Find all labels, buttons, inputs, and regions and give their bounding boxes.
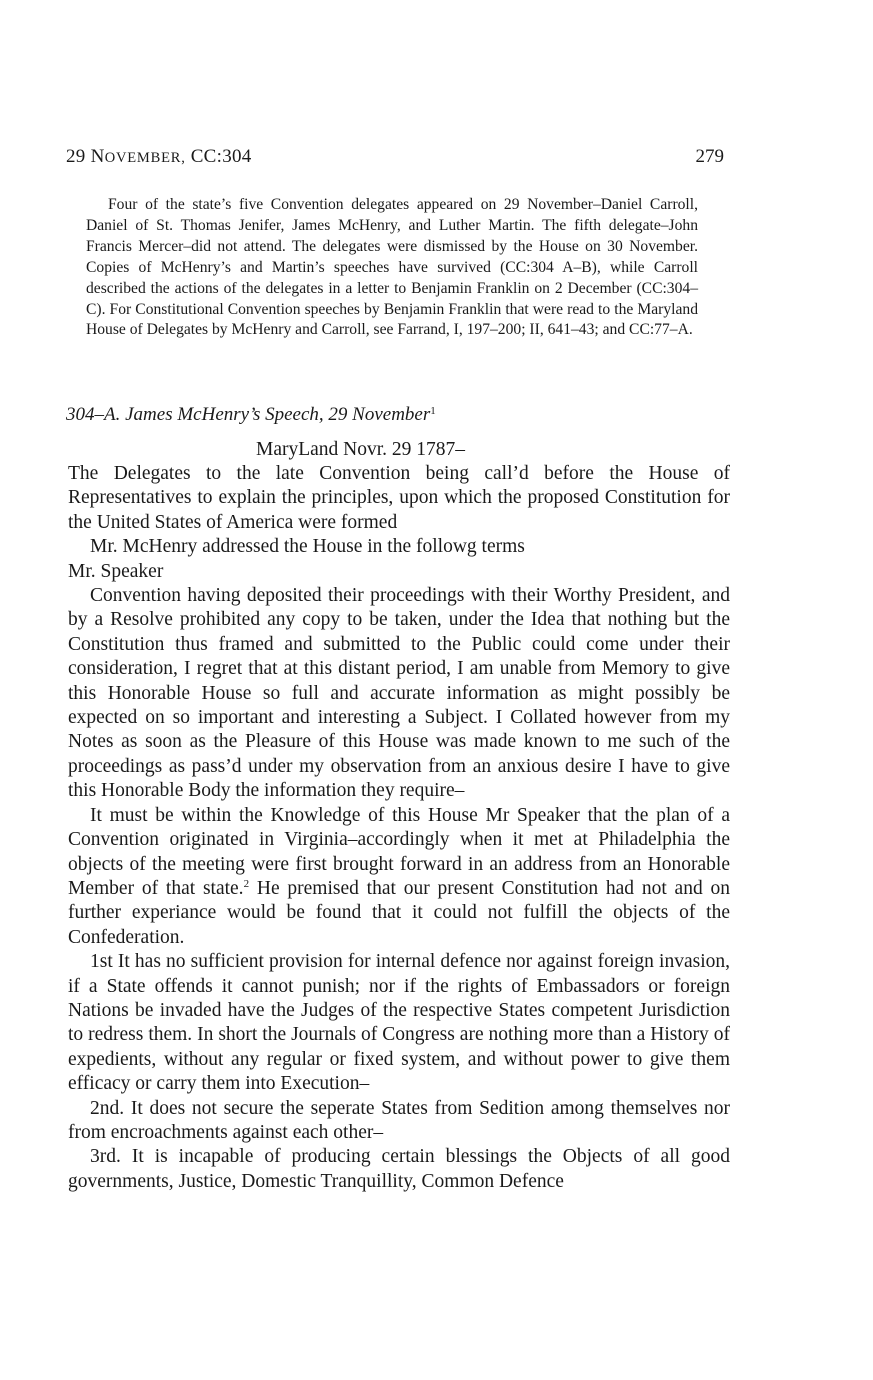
headnote: Four of the state’s five Convention delegates appeared on 29 November–Daniel Carroll, Daniel of St. Thomas Jenifer, James McHenry, and Luther Martin. The fifth delegate–John Francis Mercer–did not attend. The delegates were dismissed by the House on 30 November. Copies of McHenry’s and Martin’s speeches have survived (CC:304 A–B), while Carroll described the actions of the delegates in a letter to Benjamin Franklin on 2 December (CC:304–C). For Constitutional Convention speeches by Benjamin Franklin that were read to the Maryland House of Delegates by McHenry and Carroll, see Farrand, I, 197–200; II, 641–43; and CC:77–A.	[86, 196, 698, 339]
paragraph-4: 2nd. It does not secure the seperate States from Sedition among themselves nor from encroachments against each other–	[68, 1097, 730, 1143]
document-heading	[66, 404, 726, 426]
dateline: MaryLand Novr. 29 1787–	[256, 439, 466, 460]
page-number: 279	[695, 146, 724, 167]
address-line: Mr. McHenry addressed the House in the followg terms	[90, 536, 525, 558]
paragraph-3: 1st It has no sufficient provision for internal defence nor against foreign invasion, if a State offends it cannot punish; nor if the rights of Embassadors or foreign Nations be invaded have the Judges of the respective States competent Jurisdiction to redress them. In short the Journals of Congress are nothing more than a History of expedients, without any regular or fixed system, and without power to give them efficacy or carry them into Execution–	[68, 951, 730, 1095]
paragraph-2-end: He premised that our present Constitution had not and on further experiance would be found that it could not fulfill the objects of the Confederation.	[68, 877, 730, 948]
paragraph-1: Convention having deposited their proceedings with their Worthy President, and by a Resolve prohibited any copy to be taken, under the Idea that nothing but the Constitution thus framed and submitted to the Public could come under their consideration, I regret that at this distant period, I am unable from Memory to give this Honorable House so full and accurate information as might possibly be expected on so important and interesting a Subject. I Collated however from my Notes as soon as the Pleasure of this House was made known to me such of the proceedings as pass’d under my observation from an anxious desire I have to give this Honorable Body the information they require–	[68, 585, 730, 802]
document-number: 304–A.	[66, 404, 121, 425]
running-head-month-rest: OVEMBER,	[104, 150, 186, 166]
document-title: James McHenry’s Speech, 29 November	[125, 404, 431, 425]
footnote-ref-2: 2	[243, 877, 250, 890]
running-head-doc-ref: CC:304	[190, 146, 252, 167]
running-head-date	[66, 146, 252, 168]
salutation: Mr. Speaker	[68, 560, 164, 582]
speech-body	[68, 462, 730, 1194]
running-head-day: 29	[66, 146, 86, 167]
footnote-ref-1: 1	[430, 405, 436, 417]
paragraph-5: 3rd. It is incapable of producing certain blessings the Objects of all good governments, Justice, Domestic Tranquillity, Common Defence	[68, 1146, 730, 1192]
paragraph-2	[68, 804, 730, 950]
running-head-month-initial: N	[90, 146, 105, 167]
paragraph-2-text: It must be within the Knowledge of this House Mr Speaker that the plan of a Convention originated in Virginia–accordingly when it met at Philadelphia the objects of the meeting were first brought forward in an address from an Honorable Member of that state.	[68, 804, 730, 899]
running-head	[66, 146, 724, 172]
intro-paragraph: The Delegates to the late Convention being call’d before the House of Representatives to explain the principles, upon which the proposed Constitution for the United States of America were formed	[68, 463, 730, 533]
